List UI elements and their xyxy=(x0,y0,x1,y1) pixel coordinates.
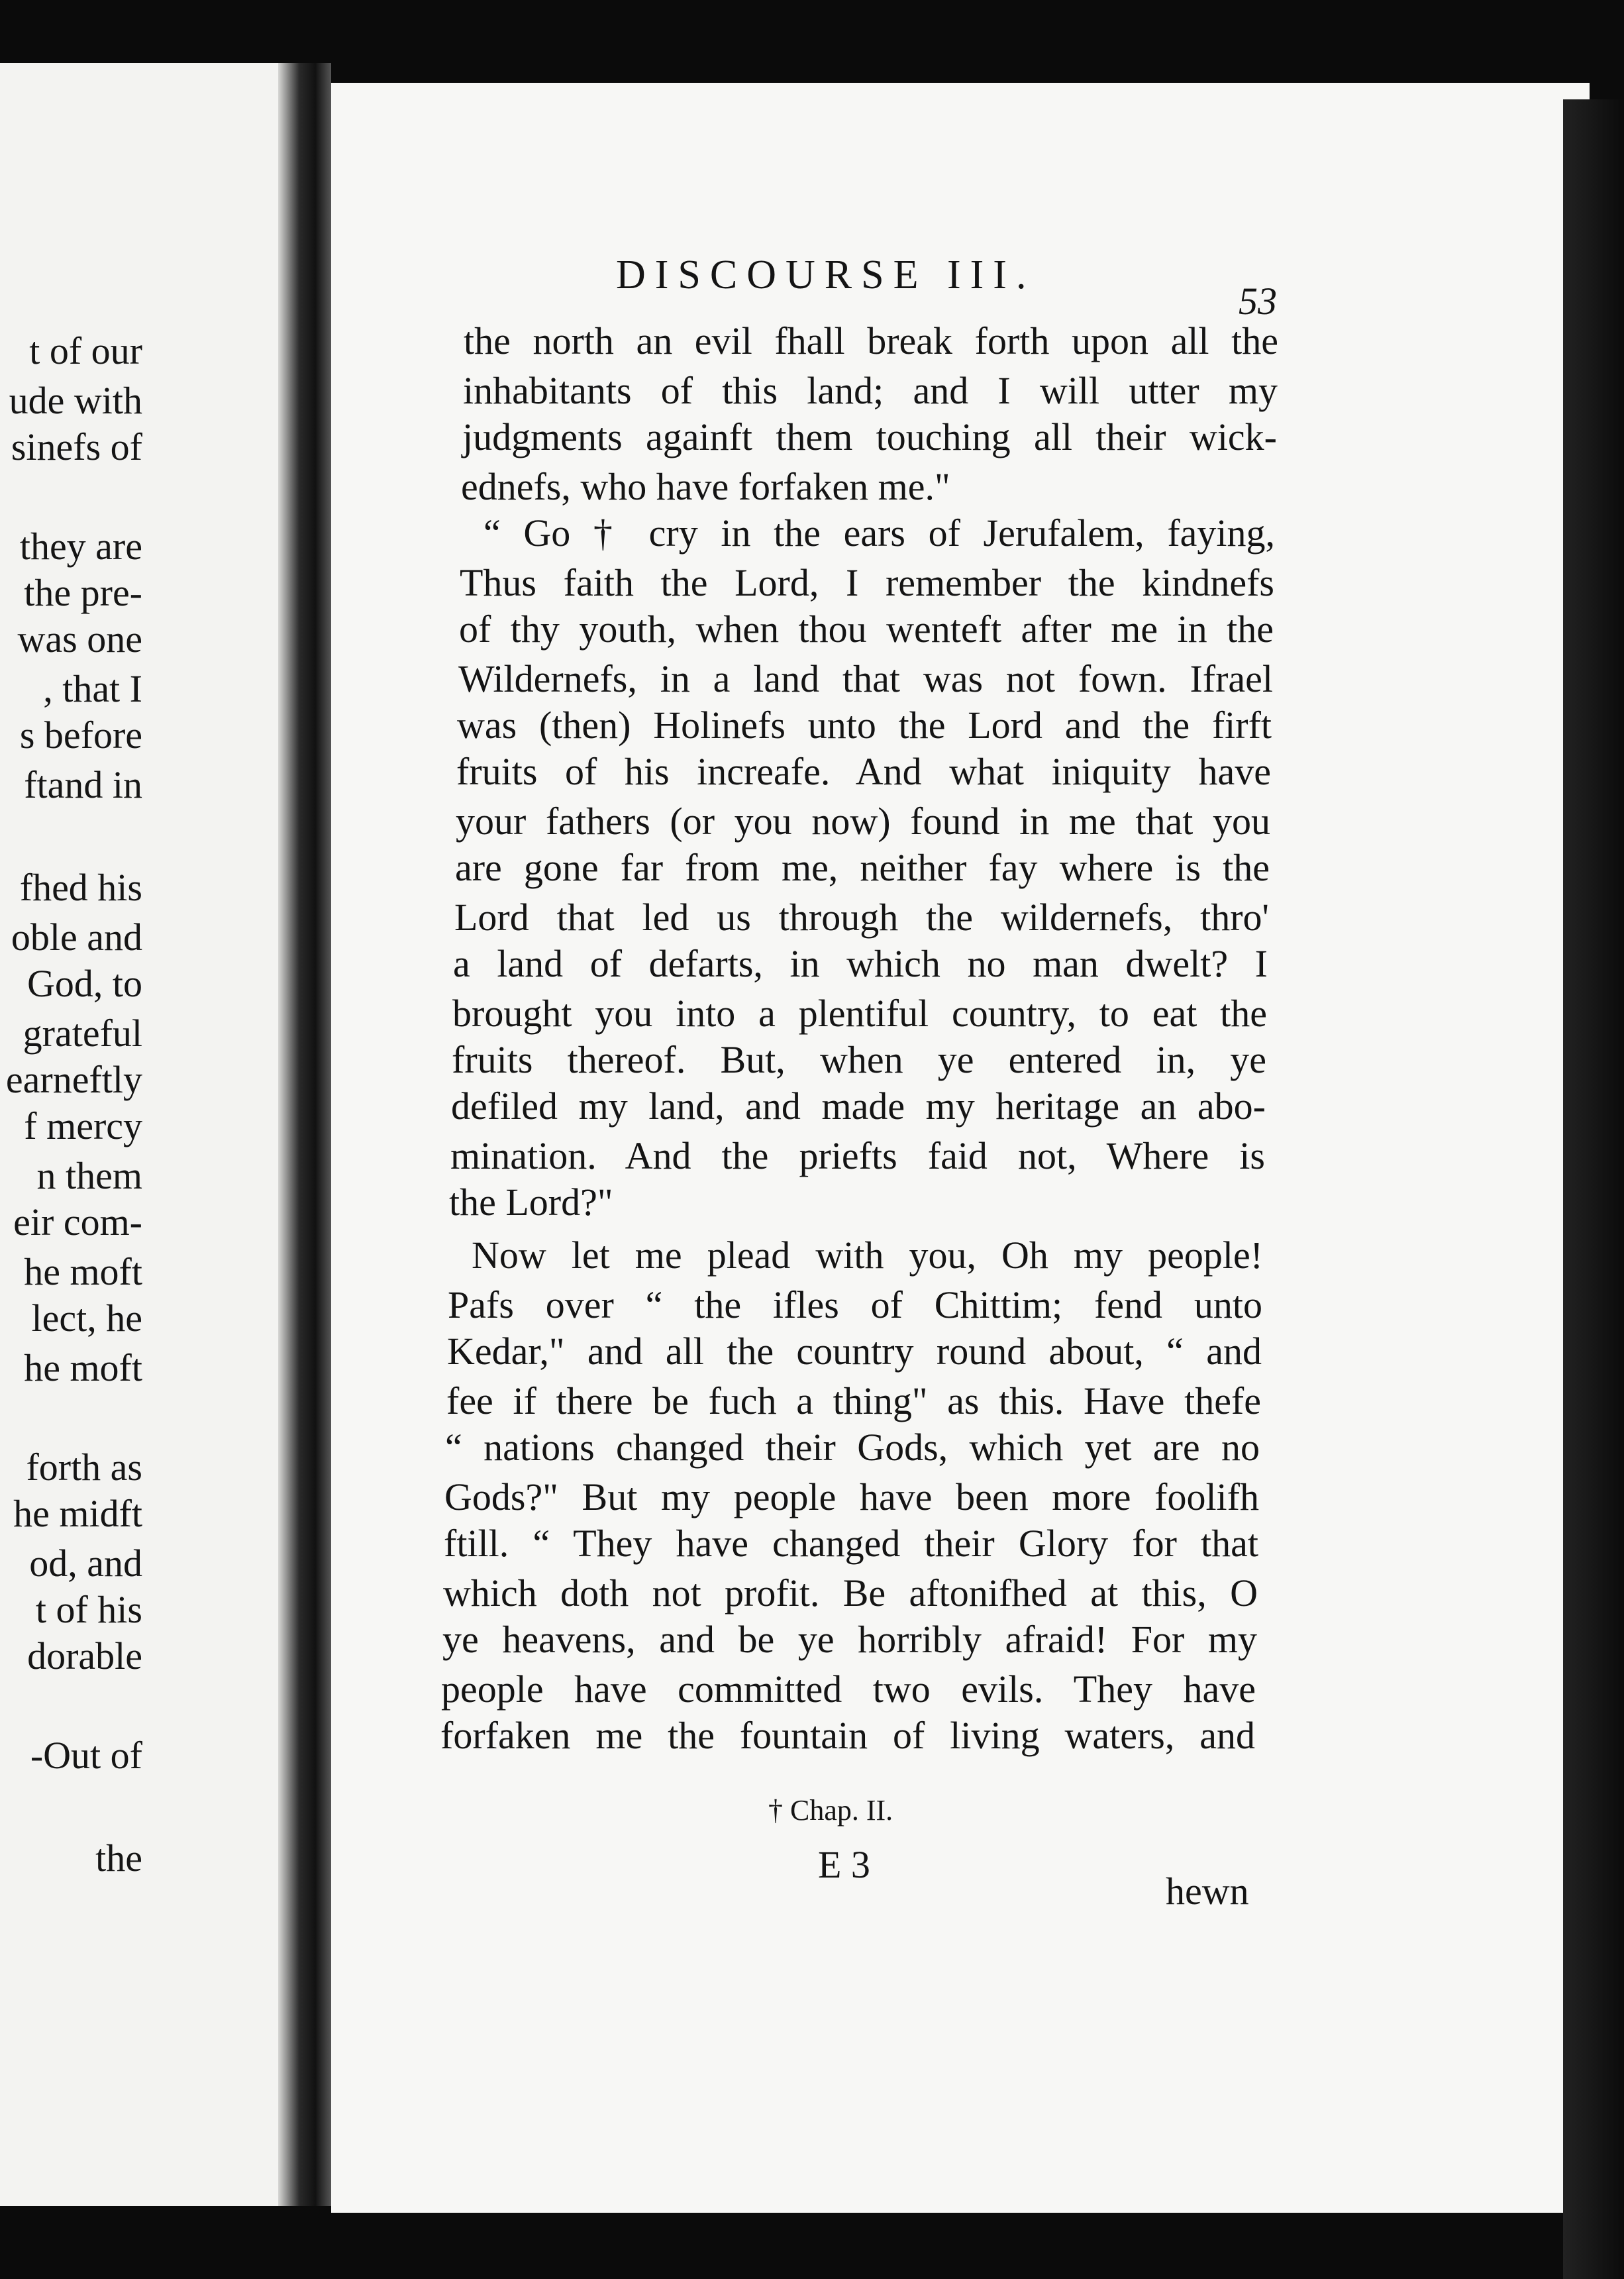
footnote: † Chap. II. xyxy=(768,1794,893,1827)
left-page-line: s before xyxy=(19,714,142,757)
text-line: mination. And the priefts faid not, Where is xyxy=(450,1134,1265,1177)
text-line: are gone far from me, neither fay where is the xyxy=(455,846,1270,889)
left-page-line: dorable xyxy=(27,1634,142,1677)
text-line: inhabitants of this land; and I will utter my xyxy=(463,369,1278,412)
catchword: hewn xyxy=(1166,1870,1249,1913)
left-page-line: fhed his xyxy=(19,866,142,909)
left-page-line: f mercy xyxy=(24,1104,142,1147)
left-page-line: t of our xyxy=(29,329,142,372)
text-line: Now let me plead with you, Oh my people! xyxy=(472,1234,1263,1277)
left-page-line: God, to xyxy=(27,962,142,1005)
left-page-line: was one xyxy=(17,617,142,661)
left-page-line: he moft xyxy=(24,1346,142,1389)
text-line: Kedar," and all the country round about, “ and xyxy=(447,1330,1262,1373)
left-page-line: forth as xyxy=(26,1446,142,1489)
left-page-line: -Out of xyxy=(30,1734,142,1777)
text-line: your fathers (or you now) found in me that you xyxy=(456,800,1270,843)
left-page-line: n them xyxy=(36,1154,142,1197)
text-line: people have committed two evils. They have xyxy=(441,1668,1256,1711)
text-line: “ nations changed their Gods, which yet are no xyxy=(445,1426,1260,1469)
text-line: Wildernefs, in a land that was not fown. Ifrael xyxy=(458,657,1273,700)
text-line: of thy youth, when thou wenteft after me in the xyxy=(459,608,1274,651)
text-line: “ Go † cry in the ears of Jerufalem, faying, xyxy=(483,511,1275,555)
text-line: Lord that led us through the wildernefs, thro' xyxy=(454,896,1269,939)
left-page-line: lect, he xyxy=(31,1297,142,1340)
left-page-line: eir com- xyxy=(13,1200,142,1244)
text-line: fruits thereof. But, when ye entered in, ye xyxy=(452,1038,1266,1081)
left-page-line: ude with xyxy=(9,379,142,422)
left-page-line: the pre- xyxy=(24,571,142,614)
text-line: was (then) Holinefs unto the Lord and the firft xyxy=(457,704,1272,747)
left-page xyxy=(0,63,278,2206)
left-page-line: ftand in xyxy=(24,763,142,806)
left-page-line: they are xyxy=(19,525,142,568)
text-line: brought you into a plentiful country, to eat the xyxy=(452,992,1267,1035)
left-page-line: earneftly xyxy=(5,1058,142,1101)
text-line: ye heavens, and be ye horribly afraid! For my xyxy=(442,1618,1257,1661)
text-line: forfaken me the fountain of living waters, and xyxy=(440,1714,1255,1757)
text-line: which doth not profit. Be aftonifhed at this, O xyxy=(443,1571,1258,1615)
text-line: Gods?" But my people have been more foolifh xyxy=(444,1475,1259,1518)
text-line: judgments againft them touching all their wick- xyxy=(462,415,1277,458)
page-number: 53 xyxy=(1239,280,1277,323)
left-page-line: sinefs of xyxy=(11,425,142,468)
left-page-line: the xyxy=(95,1836,142,1880)
left-page-line: oble and xyxy=(11,916,142,959)
text-line: Thus faith the Lord, I remember the kindnefs xyxy=(460,561,1274,604)
text-line: ftill. “ They have changed their Glory for that xyxy=(444,1522,1258,1565)
text-line: Pafs over “ the ifles of Chittim; fend unto xyxy=(448,1283,1262,1326)
text-line: ednefs, who have forfaken me." xyxy=(461,465,950,508)
text-line: the Lord?" xyxy=(449,1181,613,1224)
left-page-line: t of his xyxy=(35,1588,142,1631)
text-line: defiled my land, and made my heritage an abo- xyxy=(451,1085,1266,1128)
text-line: a land of defarts, in which no man dwelt? I xyxy=(453,942,1268,985)
text-line: fruits of his increafe. And what iniquity have xyxy=(456,750,1271,793)
left-page-line: grateful xyxy=(23,1012,142,1055)
left-page-line: , that I xyxy=(43,667,142,710)
signature-mark: E 3 xyxy=(818,1843,870,1886)
left-page-line: he midft xyxy=(13,1492,142,1535)
left-page-line: od, and xyxy=(29,1542,142,1585)
page-edge xyxy=(1563,99,1624,2279)
book-gutter xyxy=(278,63,331,2206)
text-line: fee if there be fuch a thing" as this. Have thefe xyxy=(446,1379,1261,1422)
running-head: DISCOURSE III. xyxy=(616,252,1036,297)
left-page-line: he moft xyxy=(24,1250,142,1293)
text-line: the north an evil fhall break forth upon all the xyxy=(464,319,1278,362)
